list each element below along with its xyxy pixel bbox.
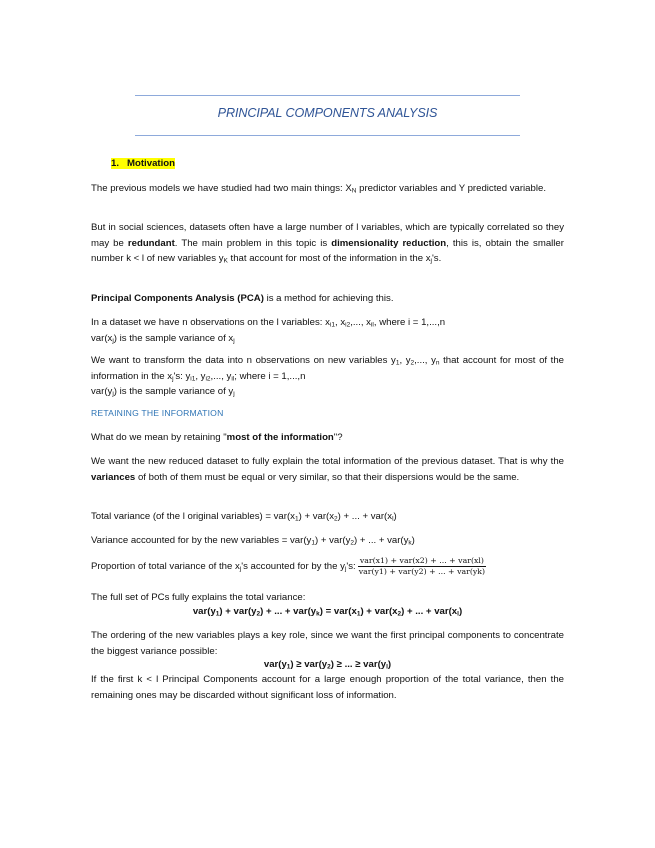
- paragraph-social-sciences: But in social sciences, datasets often have a large number of l variables, which are typically correlated so they may be redundant. The main problem in this topic is dimensionality reduction, this is, obtain the smaller number k < l of new variables $y_K$ that account for most of the information in the $x_j's$.: [91, 222, 564, 265]
- variance-equality-equation: $var(y_1) + var(y_2)$ + ... + $var(y_k) = var(x_1) + var(x_2)$ + ... + $var(x_l)$: [192, 606, 463, 618]
- fraction-denominator: var(y1) + var(y2) + ... + var(yk): [358, 567, 486, 576]
- section-heading-motivation: [111, 156, 175, 172]
- paragraph-ordering: The ordering of the new variables plays a key role, since we want the first principal components to concentrate the biggest variance possible:: [91, 630, 564, 657]
- paragraph-previous-models: The previous models we have studied had two main things: $X_N$ predictor variables and Y predicted variable.: [91, 183, 546, 195]
- section-title: Motivation: [127, 158, 175, 169]
- paragraph-pca-definition: Principal Components Analysis (PCA) is a method for achieving this.: [91, 293, 394, 304]
- fraction-numerator: var(x1) + var(x2) + ... + var(xl): [358, 556, 486, 567]
- section-number: 1.: [111, 158, 120, 169]
- proportion-line: Proportion of total variance of the $x_j's$ accounted for by the $y_j's$: $\frac{\text{var(x1) + var(x2) + ... + var(xl)}}{\text{var(y1) + var(y2) + ... + var(yk)}}$: [91, 556, 486, 576]
- title-rule-bottom: [135, 135, 520, 136]
- question-most-information: What do we mean by retaining "most of the information"?: [91, 432, 343, 443]
- paragraph-transform-data: We want to transform the data into n observations on new variables $y_1$, $y_2$,..., $y_n$ that account for most of the information in the $x_j's$: $y_{i1}$, $y_{i2}$,..., $y_{il}$; where i = 1,...,n $var(y_j)$ is the sample variance of $y_j$: [91, 355, 565, 398]
- full-set-statement: The full set of PCs fully explains the total variance:: [91, 592, 306, 603]
- paragraph-discard-components: If the first k < l Principal Components account for a large enough proportion of the total variance, then the remaining ones may be discarded without significant loss of information.: [91, 674, 564, 701]
- section-heading-retaining: RETAINING THE INFORMATION: [91, 408, 224, 418]
- variance-proportion-fraction: [358, 556, 486, 577]
- variance-accounted-line: Variance accounted for by the new variables = $var(y_1) + var(y_2)$ + ... + $var(y_k)$: [91, 535, 415, 547]
- paragraph-reduced-dataset: We want the new reduced dataset to fully explain the total information of the previous dataset. That is why the variances of both of them must be equal or very similar, so that their dispersions would be the same.: [91, 456, 564, 483]
- title-rule-top: [135, 95, 520, 96]
- paragraph-dataset-observations: In a dataset we have n observations on the l variables: $x_{i1}$, $x_{i2}$,..., $x_{il}$, where i = 1,...,n $var(x_j)$ is the sample variance of $x_j$: [91, 317, 446, 345]
- total-variance-line: Total variance (of the l original variables) = $var(x_1) + var(x_2)$ + ... + $var(x_l)$: [91, 511, 397, 523]
- variance-ordering-inequality: $var(y_1) \ge var(y_2)$ ≥ ... ≥ $var(y_l)$: [263, 659, 392, 671]
- page-title: PRINCIPAL COMPONENTS ANALYSIS: [217, 106, 438, 120]
